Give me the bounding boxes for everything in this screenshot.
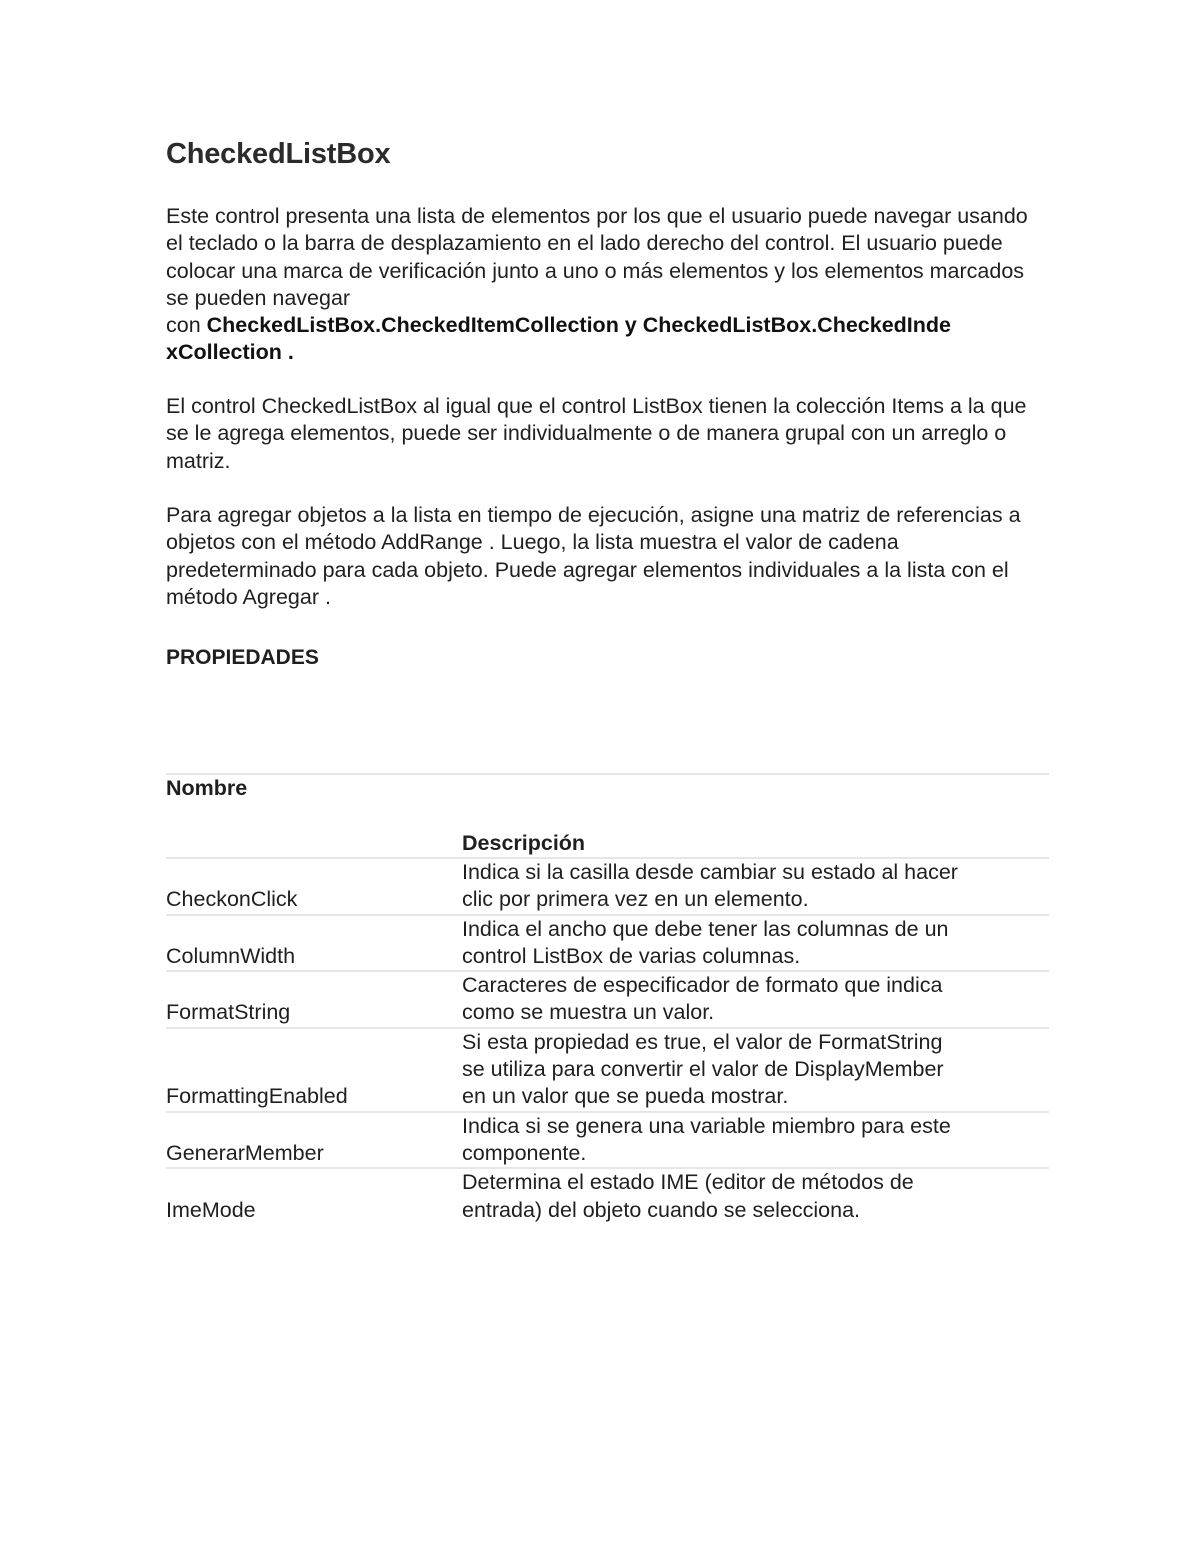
checked-index-collection-ref-cont: xCollection .: [166, 340, 294, 365]
property-name: ImeMode: [166, 1168, 462, 1224]
addrange-paragraph: Para agregar objetos a la lista en tiempo de ejecución, asigne una matriz de referencias a objetos con el método AddRange . Luego, la lista muestra el valor de cadena predeterminado para cada objeto. Puede agregar elementos individuales a la lista con el método Agregar .: [166, 503, 1021, 609]
table-row: [166, 1112, 1049, 1169]
property-name: CheckonClick: [166, 858, 462, 915]
intro-paragraph: [166, 203, 1036, 367]
property-description-cell: [462, 971, 1049, 1028]
property-description: Determina el estado IME (editor de métodos de entrada) del objeto cuando se selecciona.: [462, 1170, 914, 1222]
property-description: Indica el ancho que debe tener las columnas de un control ListBox de varias columnas.: [462, 916, 949, 968]
property-name: FormattingEnabled: [166, 1028, 462, 1112]
checked-item-collection-ref: CheckedListBox.CheckedItemCollection: [206, 313, 619, 338]
property-description: Caracteres de especificador de formato que indica como se muestra un valor.: [462, 973, 943, 1025]
property-description-cell: [462, 858, 1049, 915]
property-name: ColumnWidth: [166, 915, 462, 972]
table-header-row: [166, 774, 1049, 858]
properties-table: [166, 773, 1049, 1224]
intro-text: Este control presenta una lista de elementos por los que el usuario puede navegar usando el teclado o la barra de desplazamiento en el lado derecho del control. El usuario puede colocar una marca de verificación junto a uno o más elementos y los elementos marcados se pueden navegar: [166, 204, 1028, 310]
property-description-cell: [462, 915, 1049, 972]
table-row: [166, 915, 1049, 972]
checked-index-collection-ref: CheckedListBox.CheckedInde: [642, 313, 951, 338]
table-row: [166, 971, 1049, 1028]
property-name: FormatString: [166, 971, 462, 1028]
intro-con: con: [166, 313, 207, 338]
table-body: [166, 858, 1049, 1224]
property-description: Indica si se genera una variable miembro para este componente.: [462, 1113, 951, 1165]
table-row: [166, 1168, 1049, 1224]
property-description: Indica si la casilla desde cambiar su estado al hacer clic por primera vez en un elemento.: [462, 860, 958, 912]
header-description: Descripción: [462, 774, 1049, 858]
property-description: Si esta propiedad es true, el valor de FormatString se utiliza para convertir el valor de DisplayMember en un valor que se pueda mostrar.: [462, 1029, 944, 1109]
table-row: [166, 858, 1049, 915]
items-paragraph: El control CheckedListBox al igual que el control ListBox tienen la colección Items a la que se le agrega elementos, puede ser individualmente o de manera grupal con un arreglo o matriz.: [166, 394, 1027, 473]
document-title: CheckedListBox: [166, 138, 391, 170]
header-name: Nombre: [166, 774, 462, 858]
property-description-cell: [462, 1168, 1049, 1224]
property-description-cell: [462, 1028, 1049, 1112]
property-name: GenerarMember: [166, 1112, 462, 1169]
section-heading-propiedades: PROPIEDADES: [166, 646, 319, 669]
conjunction-y: y: [618, 313, 643, 338]
property-description-cell: [462, 1112, 1049, 1169]
table-row: [166, 1028, 1049, 1112]
